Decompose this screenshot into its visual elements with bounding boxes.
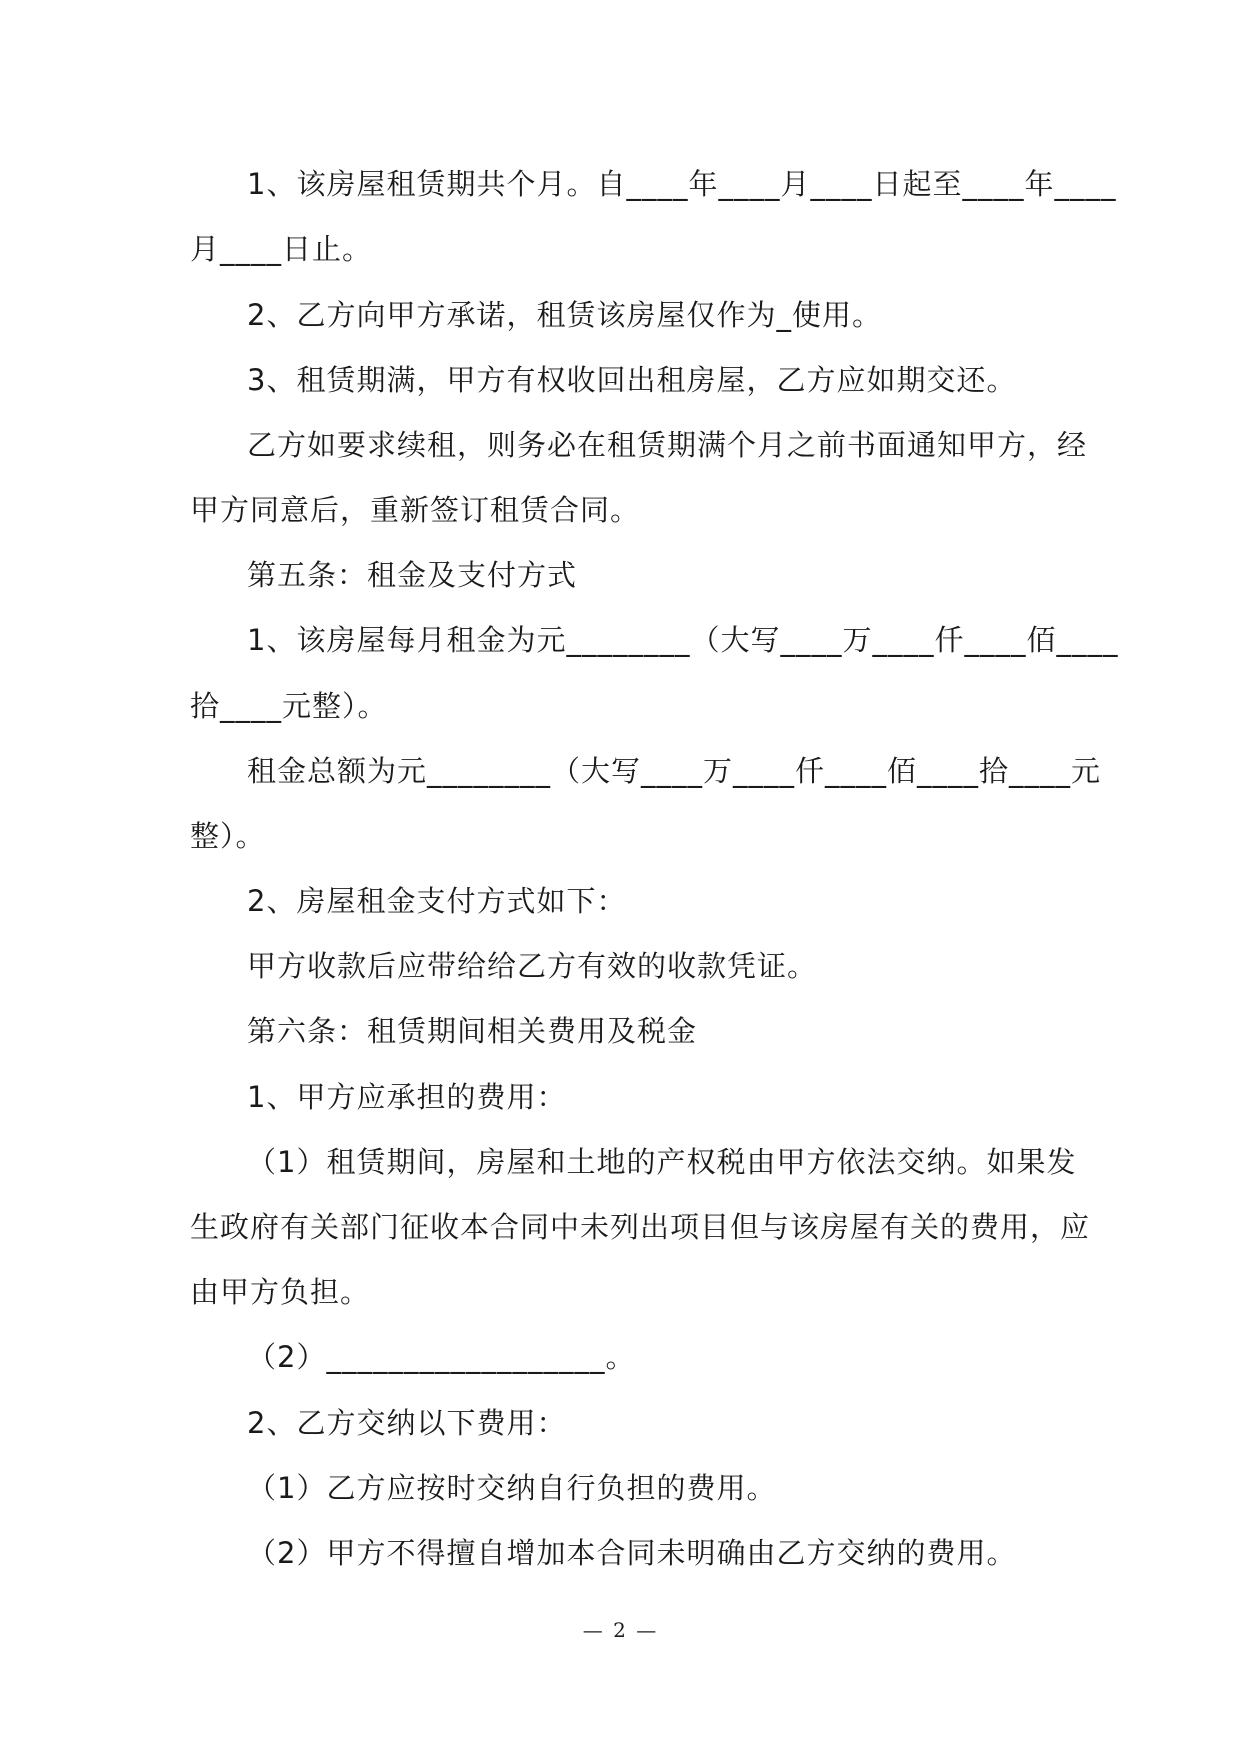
text-line-16: （1）租赁期间，房屋和土地的产权税由甲方依法交纳。如果发 (247, 1145, 1077, 1179)
text-line-22: （2）甲方不得擅自增加本合同未明确由乙方交纳的费用。 (247, 1536, 1017, 1570)
text-line-15: 1、甲方应承担的费用： (247, 1080, 567, 1114)
text-line-10: 租金总额为元________（大写____万____仟____佰____拾____元 (247, 754, 1102, 788)
page-number: — 2 — (582, 1618, 659, 1642)
text-line-20: 2、乙方交纳以下费用： (247, 1406, 567, 1440)
text-line-5: 乙方如要求续租，则务必在租赁期满个月之前书面通知甲方，经 (247, 428, 1088, 462)
section-heading-6: 第六条：租赁期间相关费用及税金 (247, 1014, 698, 1048)
text-line-4: 3、租赁期满，甲方有权收回出租房屋，乙方应如期交还。 (247, 363, 1017, 397)
text-line-13: 甲方收款后应带给给乙方有效的收款凭证。 (247, 949, 818, 983)
text-line-18: 由甲方负担。 (190, 1275, 371, 1309)
text-line-11: 整）。 (190, 819, 266, 853)
text-line-2: 月____日止。 (190, 232, 373, 266)
text-line-1: 1、该房屋租赁期共个月。自____年____月____日起至____年____ (247, 167, 1117, 201)
text-line-3: 2、乙方向甲方承诺，租赁该房屋仅作为_使用。 (247, 298, 882, 332)
text-line-19: （2）__________________。 (247, 1340, 636, 1374)
section-heading-5: 第五条：租金及支付方式 (247, 558, 578, 592)
text-line-9: 拾____元整）。 (190, 689, 388, 723)
text-line-21: （1）乙方应按时交纳自行负担的费用。 (247, 1471, 777, 1505)
text-line-12: 2、房屋租金支付方式如下： (247, 884, 627, 918)
text-line-8: 1、该房屋每月租金为元________（大写____万____仟____佰____ (247, 623, 1119, 657)
text-line-6: 甲方同意后，重新签订租赁合同。 (190, 493, 641, 527)
text-line-17: 生政府有关部门征收本合同中未列出项目但与该房屋有关的费用，应 (190, 1210, 1091, 1244)
